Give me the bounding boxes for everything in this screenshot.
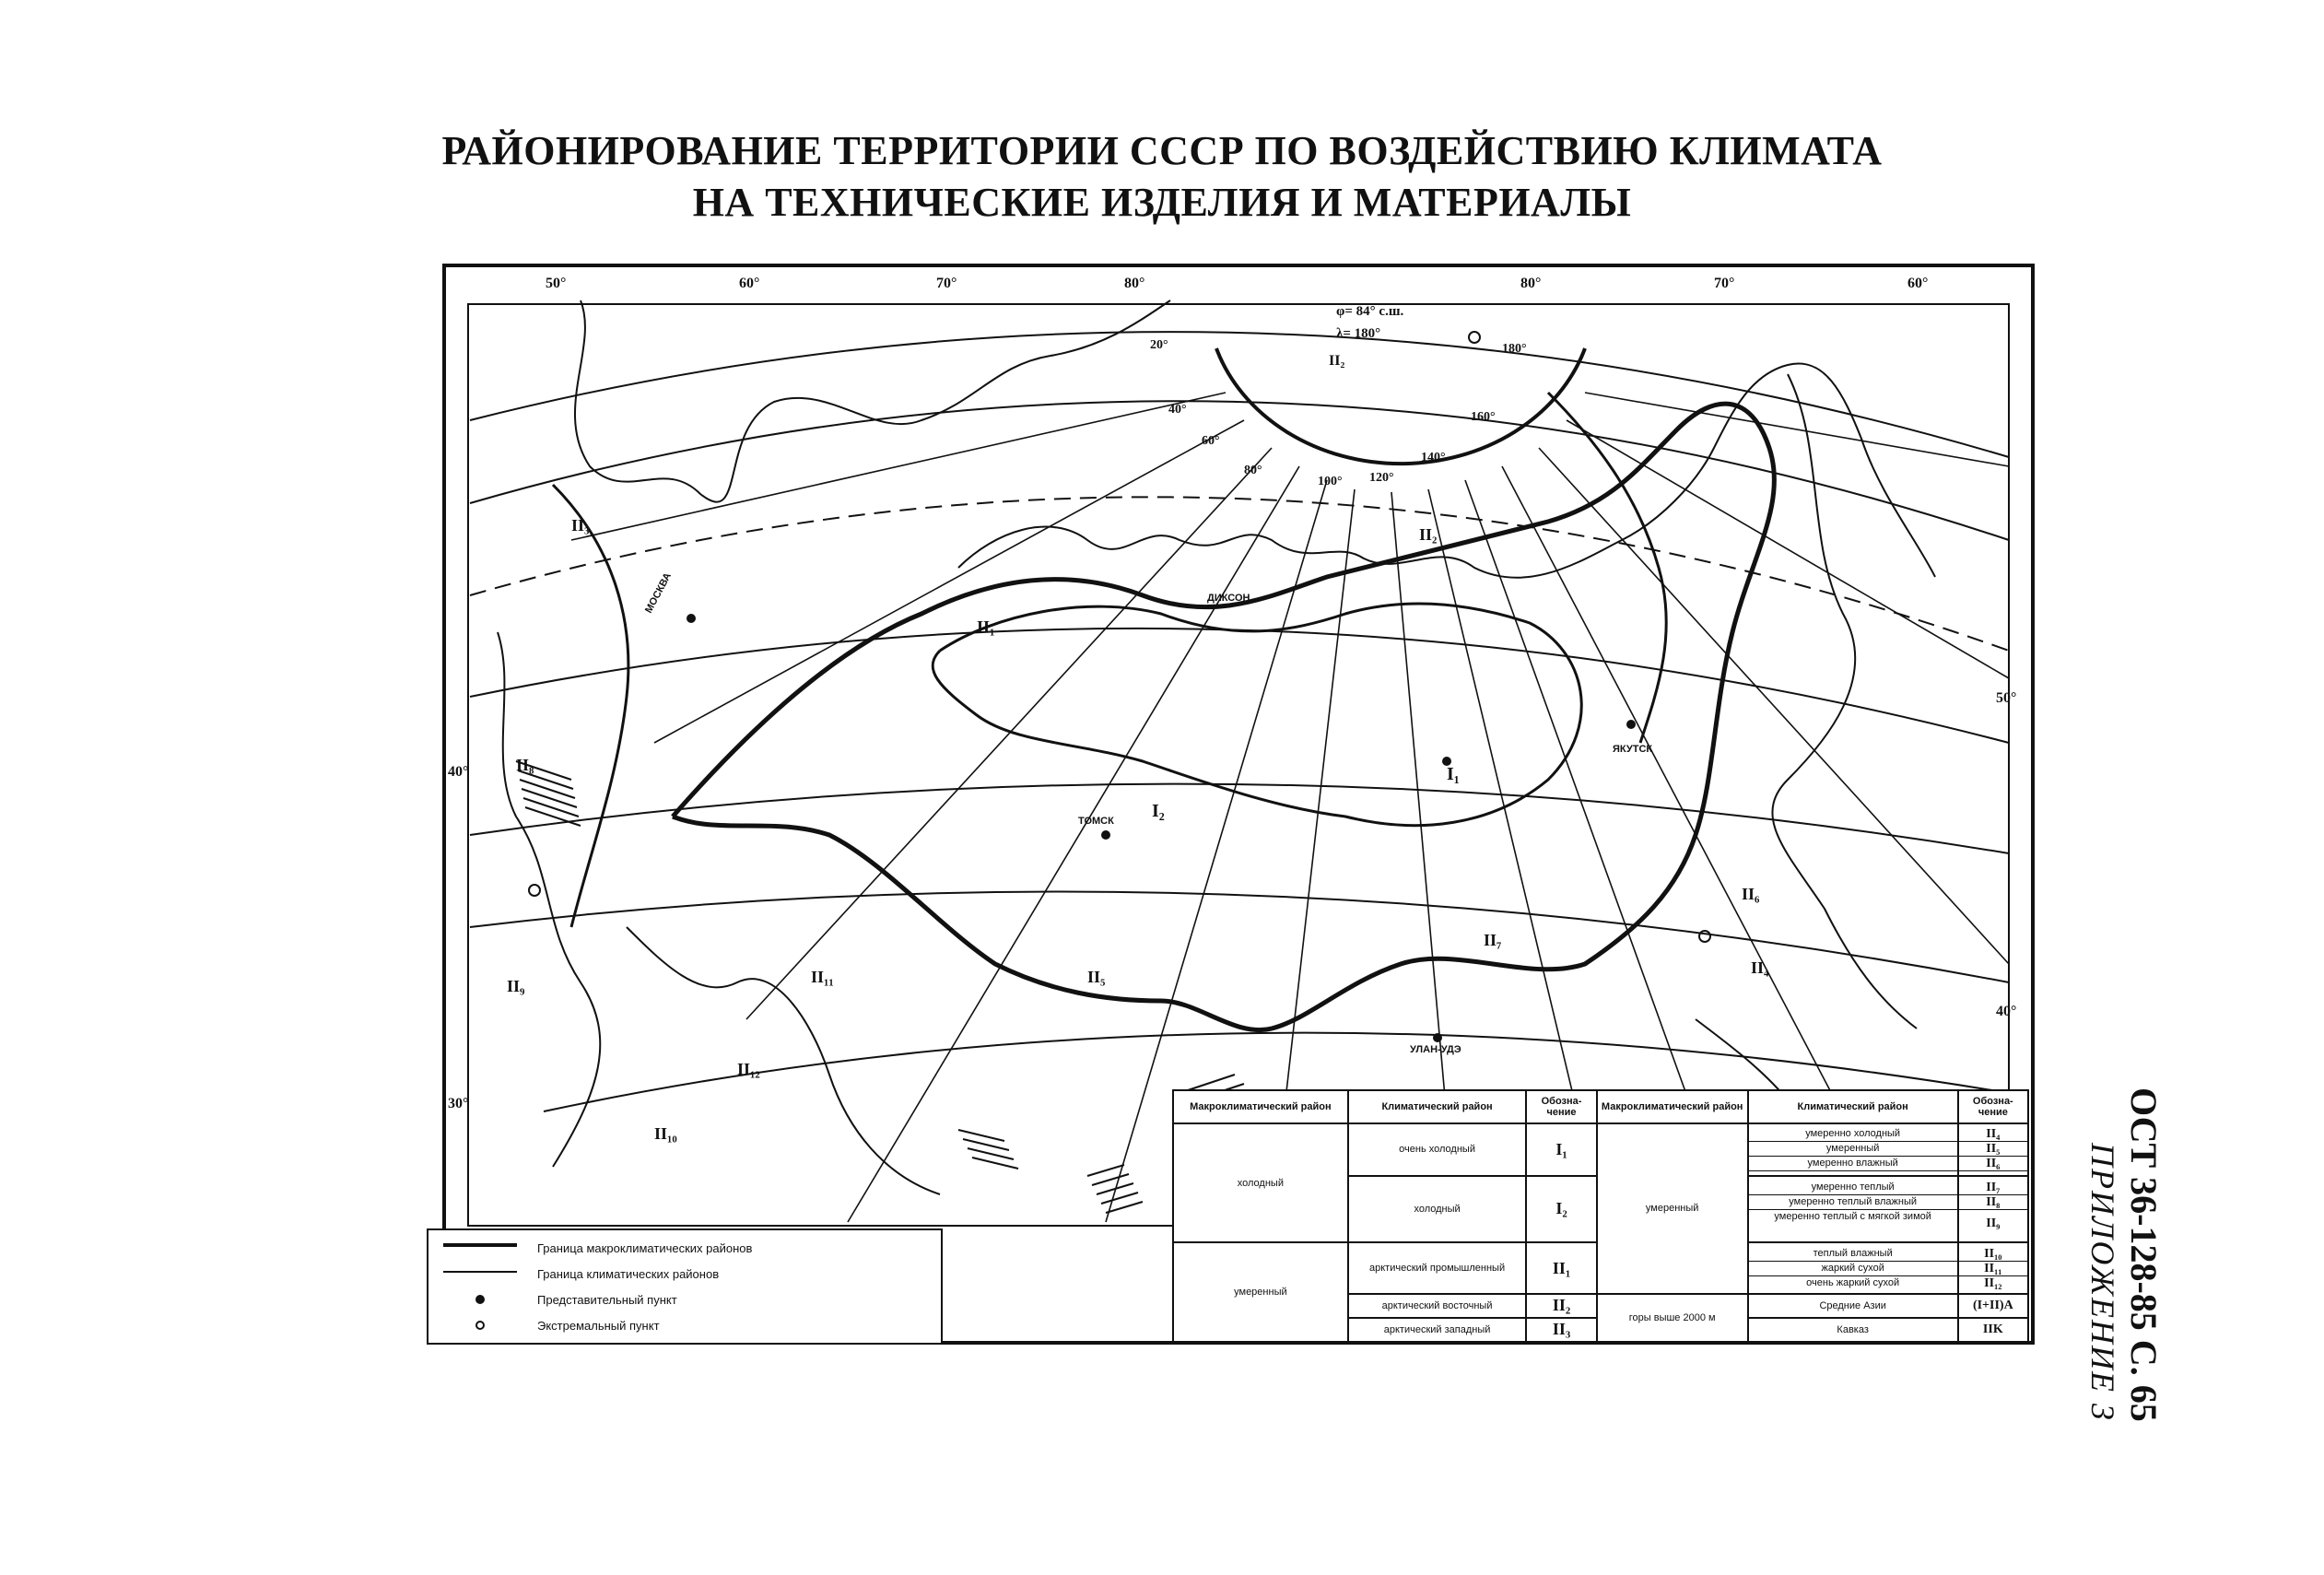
table-header-cell: Макроклиматический район: [1173, 1090, 1348, 1123]
table-header-cell: Обозна-чение: [1958, 1090, 2028, 1123]
table-subcell: теплый влажный: [1749, 1247, 1957, 1262]
region-label: II₆: [1742, 885, 1760, 903]
thin-line-icon: [443, 1271, 517, 1282]
table-subcell: II₉: [1986, 1216, 2001, 1230]
legend-text: Экстремальный пункт: [537, 1318, 660, 1333]
lat-label: 40°: [1996, 1004, 2017, 1019]
pole-phi: φ= 84° с.ш.: [1336, 304, 1404, 319]
table-header: [1173, 1090, 2028, 1123]
table-subcell: II₇: [1959, 1181, 2027, 1195]
table-cell-group: [1748, 1123, 1958, 1176]
polar-meridian-label: 160°: [1471, 410, 1496, 424]
region-label: II₃: [571, 516, 590, 535]
table-cell: умеренный: [1597, 1123, 1748, 1294]
legend-text: Граница макроклиматических районов: [537, 1240, 753, 1255]
polar-meridian-label: 120°: [1369, 471, 1394, 485]
hatched-mountain-areas: [516, 761, 1262, 1213]
table-subcell: II₁₁: [1959, 1262, 2027, 1276]
region-label: II₇: [1484, 931, 1502, 949]
ring-icon: [475, 1321, 485, 1330]
table-subcell: умеренный: [1749, 1142, 1957, 1157]
table-subcell: умеренно теплый с мягкой зимой: [1774, 1210, 1931, 1222]
lon-label: 60°: [739, 276, 760, 291]
table-cell: холодный: [1348, 1176, 1527, 1243]
legend-item: [443, 1315, 660, 1335]
table-cell-group: [1748, 1176, 1958, 1243]
table-cell: Кавказ: [1748, 1318, 1958, 1342]
lon-label: 60°: [1907, 276, 1929, 291]
legend-item: [443, 1289, 677, 1310]
lat-label: 30°: [448, 1096, 469, 1111]
city-label: ЯКУТСК: [1613, 744, 1653, 755]
region-label: II₈: [516, 756, 534, 774]
polar-circle: [1216, 348, 1585, 464]
parallels: [470, 332, 2009, 1111]
region-label: II₁₁: [811, 968, 834, 986]
polar-meridian-label: 60°: [1202, 434, 1220, 448]
table-cell: II₃: [1526, 1318, 1596, 1342]
region-label: I₂: [1152, 801, 1165, 821]
title-line-2: НА ТЕХНИЧЕСКИЕ ИЗДЕЛИЯ И МАТЕРИАЛЫ: [692, 180, 1632, 225]
polar-meridian-label: 180°: [1502, 342, 1527, 356]
region-label: II₁₀: [654, 1124, 677, 1143]
extreme-points: [529, 332, 1710, 942]
pole-lambda: λ= 180°: [1336, 326, 1381, 341]
region-label: II₄: [1751, 958, 1769, 977]
legend-text: Представительный пункт: [537, 1292, 677, 1307]
table-subcell: умеренно влажный: [1749, 1157, 1957, 1171]
region-label: II₉: [507, 977, 525, 995]
climate-table: [1172, 1089, 2029, 1343]
legend-text: Граница климатических районов: [537, 1266, 720, 1281]
lon-label: 70°: [1714, 276, 1735, 291]
polar-meridian-label: 80°: [1244, 464, 1262, 477]
lon-label: 50°: [546, 276, 567, 291]
polar-meridian-label: 100°: [1318, 475, 1343, 488]
thick-line-icon: [443, 1243, 517, 1256]
title-line-1: РАЙОНИРОВАНИЕ ТЕРРИТОРИИ СССР ПО ВОЗДЕЙСТВИЮ КЛИМАТА: [441, 128, 1883, 173]
table-header-cell: Обозна-чение: [1526, 1090, 1596, 1123]
table-cell-group: [1958, 1176, 2028, 1243]
city-label: ТОМСК: [1078, 816, 1114, 827]
table-header-cell: Климатический район: [1348, 1090, 1527, 1123]
polar-meridian-label: 40°: [1168, 403, 1187, 417]
table-cell: I₁: [1526, 1123, 1596, 1176]
table-cell: очень холодный: [1348, 1123, 1527, 1176]
region-label: I₁: [1447, 764, 1460, 784]
map-legend: [427, 1228, 943, 1345]
table-cell-group: [1958, 1242, 2028, 1294]
page-title: [0, 125, 2324, 229]
dot-icon: [475, 1295, 485, 1304]
polar-meridian-label: 20°: [1150, 338, 1168, 352]
table-subcell: II₁₀: [1959, 1247, 2027, 1262]
lon-label: 80°: [1520, 276, 1542, 291]
city-label: УЛАН-УДЭ: [1410, 1044, 1461, 1055]
region-label: II₁₂: [737, 1060, 760, 1078]
document-code: ОСТ 36-128-85 С. 65: [2123, 1087, 2165, 1422]
pole-zone: II₂: [1329, 353, 1345, 369]
legend-item: [443, 1238, 752, 1258]
table-cell: горы выше 2000 м: [1597, 1294, 1748, 1342]
legend-item: [443, 1264, 719, 1284]
region-label: II₅: [1087, 968, 1106, 986]
table-cell: I₂: [1526, 1176, 1596, 1243]
table-cell: II₂: [1526, 1294, 1596, 1318]
table-subcell: II₅: [1959, 1142, 2027, 1157]
polar-meridian-label: 140°: [1421, 451, 1446, 464]
table-cell: арктический западный: [1348, 1318, 1527, 1342]
table-subcell: умеренно теплый: [1749, 1181, 1957, 1195]
table-cell: умеренный: [1173, 1242, 1348, 1342]
table-cell: II₁: [1526, 1242, 1596, 1294]
city-label: ДИКСОН: [1207, 593, 1250, 604]
region-label: II₂: [1419, 525, 1438, 544]
climate-boundary: [553, 393, 1666, 927]
table-subcell: II₈: [1959, 1195, 2027, 1210]
region-label: II₁: [977, 617, 995, 636]
lon-label: 80°: [1124, 276, 1145, 291]
lat-label: 40°: [448, 764, 469, 780]
table-cell: арктический промышленный: [1348, 1242, 1527, 1294]
table-cell: IIK: [1958, 1318, 2028, 1342]
table-header-cell: Макроклиматический район: [1597, 1090, 1748, 1123]
table-subcell: умеренно холодный: [1749, 1127, 1957, 1142]
table-subcell: очень жаркий сухой: [1806, 1276, 1900, 1288]
table-subcell: жаркий сухой: [1749, 1262, 1957, 1276]
table-cell: холодный: [1173, 1123, 1348, 1242]
table-cell: Средние Азии: [1748, 1294, 1958, 1318]
table-cell-group: [1958, 1123, 2028, 1176]
table-subcell: II₄: [1959, 1127, 2027, 1142]
table-cell: арктический восточный: [1348, 1294, 1527, 1318]
table-subcell: II₆: [1959, 1157, 2027, 1171]
table-row: [1173, 1123, 2028, 1176]
lat-label: 50°: [1996, 690, 2017, 706]
appendix-label: ПРИЛОЖЕНИЕ 3: [2084, 1143, 2121, 1422]
table-subcell: II₁₂: [1984, 1275, 2002, 1290]
lon-label: 70°: [936, 276, 957, 291]
table-cell-group: [1748, 1242, 1958, 1294]
table-cell: (I+II)А: [1958, 1294, 2028, 1318]
table-subcell: умеренно теплый влажный: [1749, 1195, 1957, 1210]
city-label: МОСКВА: [643, 570, 675, 616]
table-header-cell: Климатический район: [1748, 1090, 1958, 1123]
